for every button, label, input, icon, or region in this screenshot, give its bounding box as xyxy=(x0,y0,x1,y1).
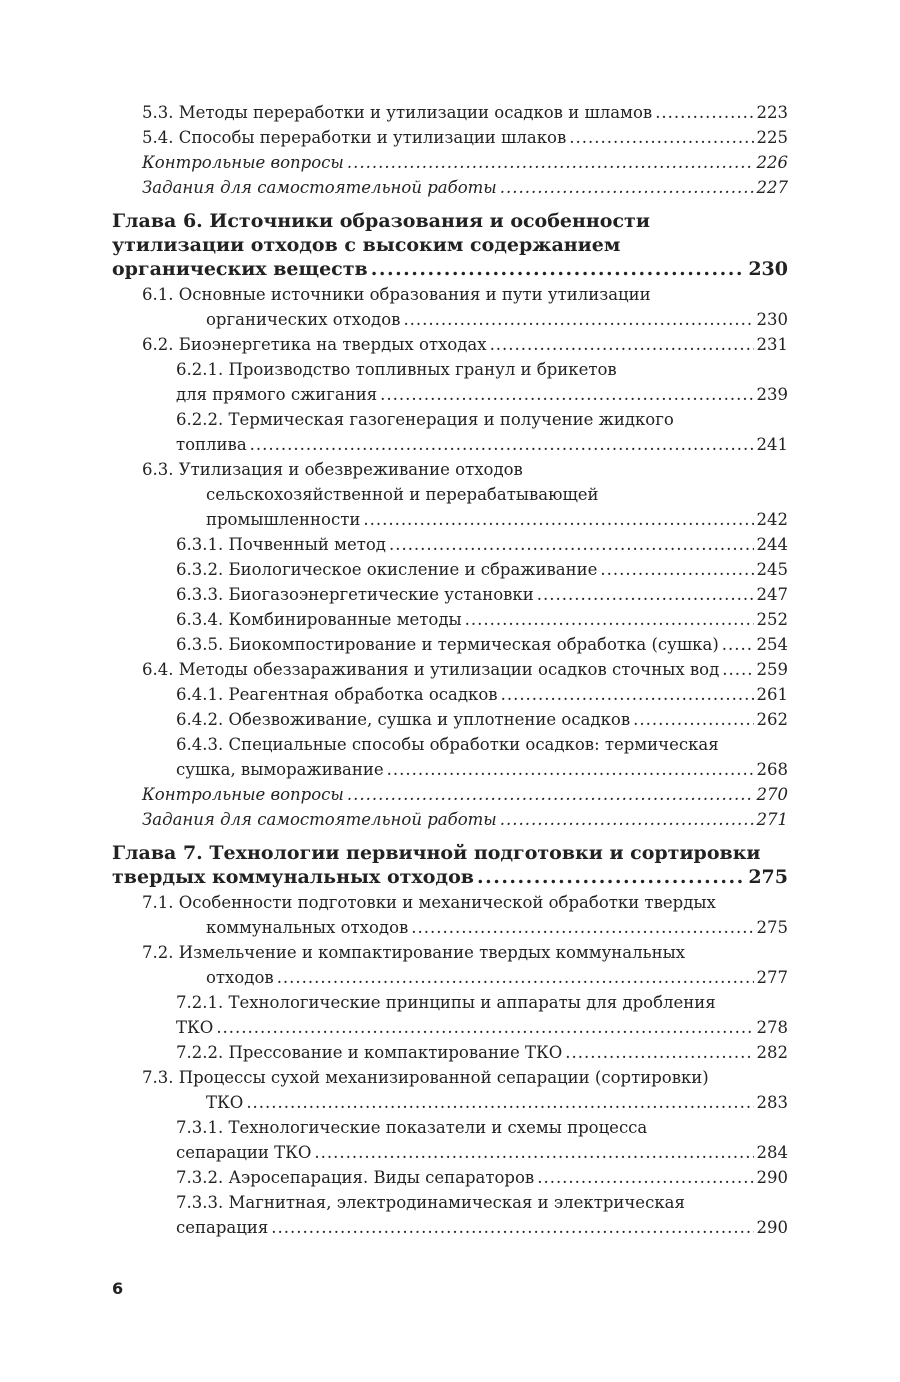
toc-entry-title-line: ТКО xyxy=(206,1093,244,1112)
page-number: 6 xyxy=(112,1279,124,1298)
toc-entry-title-line: 6.3.1. Почвенный метод xyxy=(176,535,386,554)
toc-entry-title-line: 7.2. Измельчение и компактирование твердых коммунальных xyxy=(142,943,686,962)
dot-leader xyxy=(347,150,754,175)
toc-entry xyxy=(112,357,788,407)
dot-leader xyxy=(250,432,754,457)
toc-entry xyxy=(112,607,788,632)
toc-entry xyxy=(112,332,788,357)
dot-leader xyxy=(380,382,753,407)
toc-entry xyxy=(112,125,788,150)
toc-entry-title-line: 6.1. Основные источники образования и пути утилизации xyxy=(142,285,651,304)
toc-page-number: 262 xyxy=(756,710,788,729)
dot-leader xyxy=(490,332,754,357)
toc-entry-title-line: Задания для самостоятельной работы xyxy=(142,810,497,829)
toc-entry xyxy=(112,940,788,990)
toc-entry-title-line: топлива xyxy=(176,435,247,454)
toc-page-number: 284 xyxy=(756,1143,788,1162)
dot-leader xyxy=(246,1090,753,1115)
toc-entry-title-line: 7.3.1. Технологические показатели и схемы процесса xyxy=(176,1118,648,1137)
dot-leader xyxy=(501,682,754,707)
toc-entry xyxy=(112,532,788,557)
toc-entry xyxy=(112,557,788,582)
toc-entry-title-line: твердых коммунальных отходов xyxy=(112,866,474,888)
toc-page-number: 245 xyxy=(756,560,788,579)
toc-entry-title-line: сепарация xyxy=(176,1218,269,1237)
toc-entry-title-line: 7.2.2. Прессование и компактирование ТКО xyxy=(176,1043,563,1062)
dot-leader xyxy=(565,1040,753,1065)
toc-entry-title-line: 7.3.3. Магнитная, электродинамическая и электрическая xyxy=(176,1193,685,1212)
toc-entry-title-line: Контрольные вопросы xyxy=(142,153,344,172)
toc-entry-title-line: 6.3.2. Биологическое окисление и сбраживание xyxy=(176,560,598,579)
toc-page-number: 261 xyxy=(756,685,788,704)
toc-page-number: 223 xyxy=(756,103,788,122)
dot-leader xyxy=(722,657,753,682)
dot-leader xyxy=(314,1140,753,1165)
toc-entry xyxy=(112,732,788,782)
toc-entry-title-line: Контрольные вопросы xyxy=(142,785,344,804)
toc-page-number: 241 xyxy=(756,435,788,454)
toc-entry xyxy=(112,707,788,732)
toc-page-number: 277 xyxy=(756,968,788,987)
toc-entry-title-line: 6.3.4. Комбинированные методы xyxy=(176,610,462,629)
toc-entry-title-line: ТКО xyxy=(176,1018,214,1037)
dot-leader xyxy=(347,782,754,807)
toc-entry-title-line: 6.2. Биоэнергетика на твердых отходах xyxy=(142,335,487,354)
toc-entry xyxy=(112,632,788,657)
toc-entry-title-line: 6.3.3. Биогазоэнергетические установки xyxy=(176,585,534,604)
toc-entry-title-line: промышленности xyxy=(206,510,361,529)
toc-page-number: 230 xyxy=(756,310,788,329)
dot-leader xyxy=(411,915,753,940)
toc-entry xyxy=(112,150,788,175)
dot-leader xyxy=(537,582,754,607)
toc-entry xyxy=(112,457,788,532)
toc-page-number: 270 xyxy=(756,785,788,804)
toc-entry xyxy=(112,990,788,1040)
toc-page-number: 278 xyxy=(756,1018,788,1037)
toc-entry xyxy=(112,782,788,807)
toc-page-number: 242 xyxy=(756,510,788,529)
toc-page-number: 239 xyxy=(756,385,788,404)
toc-entry-title-line: 7.2.1. Технологические принципы и аппараты для дробления xyxy=(176,993,716,1012)
dot-leader xyxy=(371,257,746,281)
toc-entry xyxy=(112,1065,788,1115)
toc-chapter xyxy=(112,209,788,281)
toc-entry-title-line: 6.4. Методы обеззараживания и утилизации осадков сточных вод xyxy=(142,660,720,679)
toc-entry-title-line: 5.4. Способы переработки и утилизации шлаков xyxy=(142,128,567,147)
dot-leader xyxy=(271,1215,753,1240)
toc-entry-title-line: сушка, вымораживание xyxy=(176,760,384,779)
toc-entry-title-line: 7.3. Процессы сухой механизированной сепарации (сортировки) xyxy=(142,1068,709,1087)
dot-leader xyxy=(722,632,754,657)
toc-entry-title-line: коммунальных отходов xyxy=(206,918,409,937)
toc-entry xyxy=(112,682,788,707)
dot-leader xyxy=(403,307,753,332)
toc-entry-title-line: 7.1. Особенности подготовки и механической обработки твердых xyxy=(142,893,716,912)
toc-entry xyxy=(112,175,788,200)
toc-entry-title-line: сепарации ТКО xyxy=(176,1143,312,1162)
dot-leader xyxy=(277,965,754,990)
toc-page-number: 271 xyxy=(756,810,788,829)
dot-leader xyxy=(500,807,754,832)
toc-entry-title-line: 6.4.2. Обезвоживание, сушка и уплотнение осадков xyxy=(176,710,631,729)
toc-page-number: 283 xyxy=(756,1093,788,1112)
toc-entry xyxy=(112,657,788,682)
toc-entry-title-line: для прямого сжигания xyxy=(176,385,378,404)
toc-page-number: 268 xyxy=(756,760,788,779)
dot-leader xyxy=(387,757,754,782)
table-of-contents xyxy=(112,100,788,1240)
dot-leader xyxy=(600,557,753,582)
dot-leader xyxy=(655,100,753,125)
toc-entry-title-line: Глава 6. Источники образования и особенности xyxy=(112,210,650,232)
toc-page-number: 275 xyxy=(748,866,788,888)
toc-page-number: 244 xyxy=(756,535,788,554)
toc-entry-title-line: 6.4.3. Специальные способы обработки осадков: термическая xyxy=(176,735,719,754)
toc-entry-title-line: Задания для самостоятельной работы xyxy=(142,178,497,197)
toc-entry xyxy=(112,407,788,457)
toc-entry xyxy=(112,282,788,332)
toc-page-number: 252 xyxy=(756,610,788,629)
toc-page-number: 230 xyxy=(748,258,788,280)
toc-entry-title-line: органических веществ xyxy=(112,258,368,280)
toc-entry-title-line: органических отходов xyxy=(206,310,401,329)
toc-page-number: 254 xyxy=(756,635,788,654)
dot-leader xyxy=(633,707,753,732)
dot-leader xyxy=(363,507,753,532)
toc-page-number: 231 xyxy=(756,335,788,354)
toc-page-number: 227 xyxy=(756,178,788,197)
toc-page-number: 247 xyxy=(756,585,788,604)
dot-leader xyxy=(569,125,753,150)
toc-page-number: 226 xyxy=(756,153,788,172)
toc-chapter xyxy=(112,841,788,889)
toc-entry-title-line: 6.2.1. Производство топливных гранул и брикетов xyxy=(176,360,617,379)
toc-entry xyxy=(112,100,788,125)
dot-leader xyxy=(500,175,754,200)
toc-entry-title-line: 7.3.2. Аэросепарация. Виды сепараторов xyxy=(176,1168,535,1187)
dot-leader xyxy=(477,865,745,889)
toc-entry xyxy=(112,1165,788,1190)
dot-leader xyxy=(537,1165,753,1190)
toc-page-number: 275 xyxy=(756,918,788,937)
toc-entry-title-line: 6.3.5. Биокомпостирование и термическая обработка (сушка) xyxy=(176,635,719,654)
toc-entry-title-line: сельскохозяйственной и перерабатывающей xyxy=(206,485,599,504)
toc-page-number: 290 xyxy=(756,1218,788,1237)
toc-entry xyxy=(112,1190,788,1240)
toc-entry xyxy=(112,582,788,607)
toc-entry xyxy=(112,1115,788,1165)
toc-entry xyxy=(112,807,788,832)
toc-entry-title-line: утилизации отходов с высоким содержанием xyxy=(112,234,621,256)
dot-leader xyxy=(389,532,754,557)
toc-entry-title-line: 5.3. Методы переработки и утилизации осадков и шламов xyxy=(142,103,653,122)
toc-entry-title-line: 6.4.1. Реагентная обработка осадков xyxy=(176,685,498,704)
toc-page-number: 290 xyxy=(756,1168,788,1187)
toc-entry-title-line: 6.2.2. Термическая газогенерация и получение жидкого xyxy=(176,410,674,429)
toc-entry xyxy=(112,1040,788,1065)
toc-entry xyxy=(112,890,788,940)
dot-leader xyxy=(216,1015,753,1040)
toc-page-number: 225 xyxy=(756,128,788,147)
toc-page-number: 282 xyxy=(756,1043,788,1062)
toc-entry-title-line: 6.3. Утилизация и обезвреживание отходов xyxy=(142,460,523,479)
dot-leader xyxy=(465,607,754,632)
toc-entry-title-line: отходов xyxy=(206,968,274,987)
toc-page-number: 259 xyxy=(756,660,788,679)
toc-entry-title-line: Глава 7. Технологии первичной подготовки и сортировки xyxy=(112,842,761,864)
